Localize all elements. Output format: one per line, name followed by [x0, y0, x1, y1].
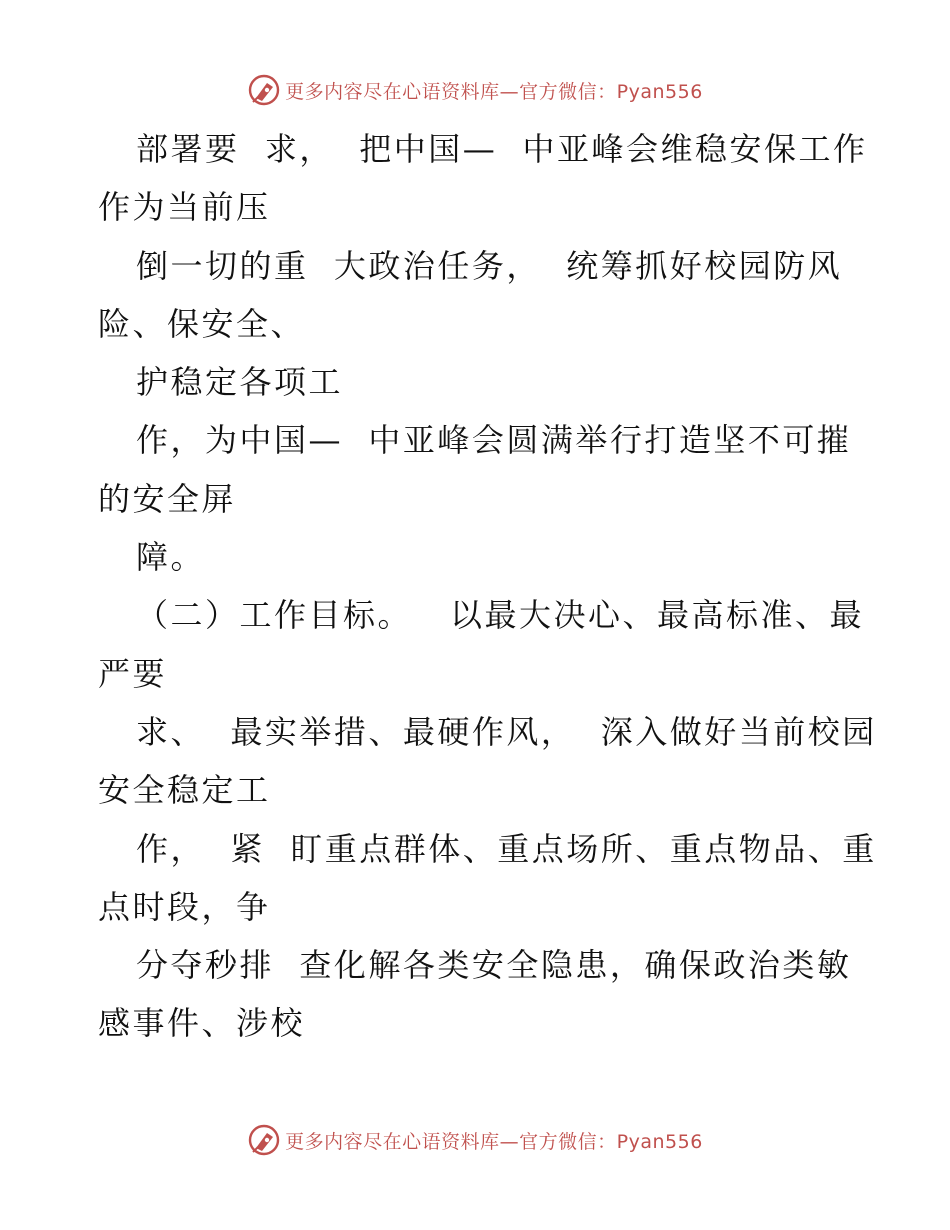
header-watermark [0, 70, 950, 110]
text-line: 分夺秒排 查化解各类安全隐患，确保政治类敏 [136, 946, 852, 985]
footer-watermark [0, 1120, 950, 1160]
text-line: 倒一切的重 大政治任务， 统筹抓好校园防风 [136, 246, 843, 285]
pen-nib-icon [247, 73, 281, 107]
pen-nib-icon [247, 1123, 281, 1157]
watermark-text: 更多内容尽在心语资料库—官方微信：Pyan556 [285, 1130, 703, 1153]
text-line: 作为当前压 [98, 188, 271, 227]
text-line: 安全稳定工 [98, 771, 271, 810]
text-line: 部署要 求， 把中国— 中亚峰会维稳安保工作 [136, 130, 868, 168]
text-line: 求、 最实举措、最硬作风， 深入做好当前校园 [136, 712, 877, 751]
text-line: 作， 紧 盯重点群体、重点场所、重点物品、重 [136, 829, 877, 868]
text-line: 障。 [136, 538, 206, 577]
text-line: 严要 [98, 654, 168, 693]
text-line: （二）工作目标。 以最大决心、最高标准、最 [136, 596, 865, 635]
text-line: 作，为中国— 中亚峰会圆满举行打造坚不可摧 [136, 421, 852, 460]
document-body [98, 120, 877, 1053]
text-line: 的安全屏 [98, 479, 237, 518]
text-line: 点时段，争 [98, 887, 271, 926]
text-line: 护稳定各项工 [136, 363, 344, 402]
watermark-text: 更多内容尽在心语资料库—官方微信：Pyan556 [285, 80, 703, 103]
text-line: 感事件、涉校 [98, 1004, 306, 1043]
text-line: 险、保安全、 [98, 304, 306, 343]
